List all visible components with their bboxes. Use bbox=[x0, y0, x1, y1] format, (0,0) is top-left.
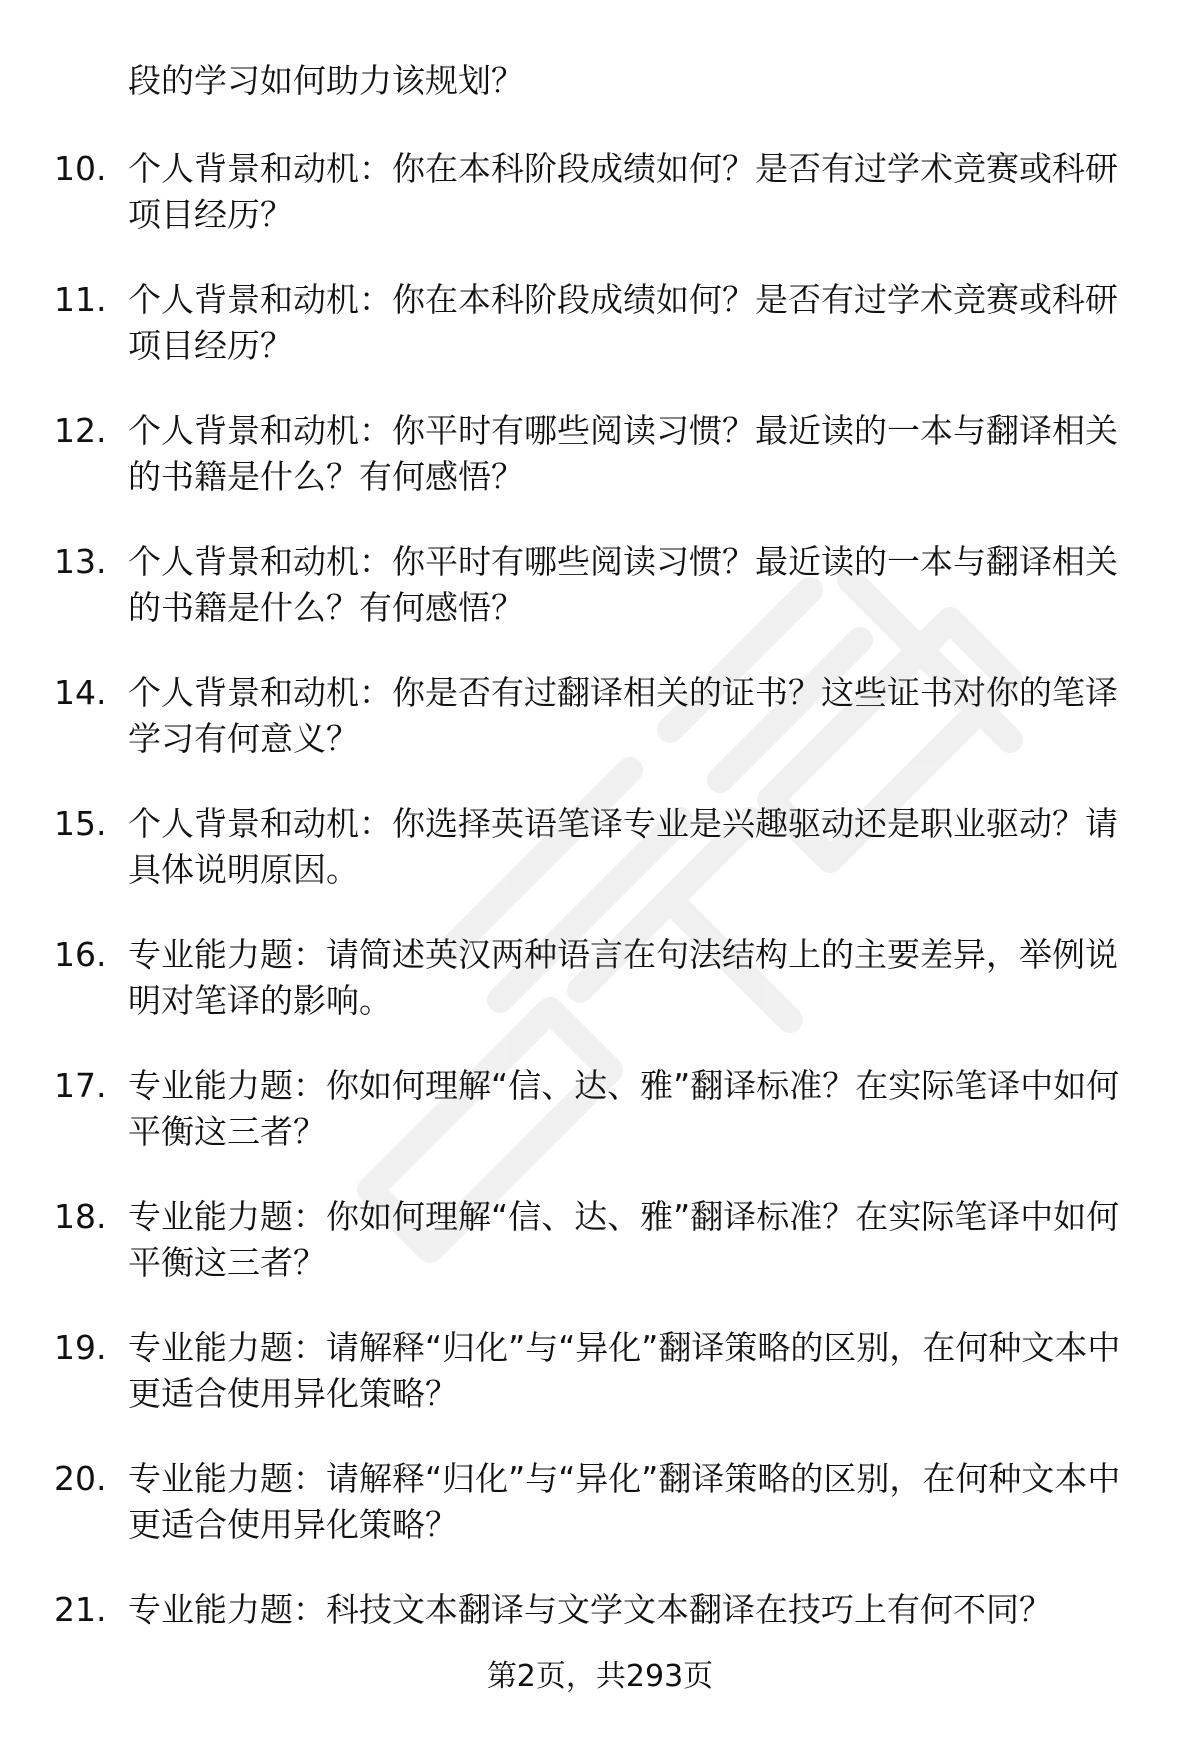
question-list bbox=[0, 146, 1200, 1718]
question-text: 专业能力题：你如何理解“信、达、雅”翻译标准？在实际笔译中如何平衡这三者？ bbox=[128, 1066, 1120, 1151]
question-item bbox=[0, 670, 1200, 801]
question-text: 专业能力题：科技文本翻译与文学文本翻译在技巧上有何不同？ bbox=[128, 1590, 1052, 1629]
question-number: 17. bbox=[54, 1066, 107, 1105]
question-text: 个人背景和动机：你在本科阶段成绩如何？是否有过学术竞赛或科研项目经历？ bbox=[128, 280, 1118, 365]
question-number: 15. bbox=[54, 804, 107, 843]
question-item bbox=[0, 146, 1200, 277]
question-text: 专业能力题：你如何理解“信、达、雅”翻译标准？在实际笔译中如何平衡这三者？ bbox=[128, 1197, 1120, 1282]
question-text: 个人背景和动机：你平时有哪些阅读习惯？最近读的一本与翻译相关的书籍是什么？有何感悟？ bbox=[128, 542, 1118, 627]
question-number: 19. bbox=[54, 1328, 107, 1367]
question-number: 14. bbox=[54, 673, 107, 712]
continuation-text: 段的学习如何助力该规划？ bbox=[128, 61, 524, 100]
question-number: 10. bbox=[54, 149, 107, 188]
question-item bbox=[0, 277, 1200, 408]
question-number: 20. bbox=[54, 1459, 107, 1498]
question-number: 11. bbox=[54, 280, 107, 319]
question-item bbox=[0, 1325, 1200, 1456]
question-number: 18. bbox=[54, 1197, 107, 1236]
question-number: 16. bbox=[54, 935, 107, 974]
question-text: 专业能力题：请解释“归化”与“异化”翻译策略的区别，在何种文本中更适合使用异化策略？ bbox=[128, 1328, 1121, 1413]
question-item bbox=[0, 1063, 1200, 1194]
question-item bbox=[0, 1456, 1200, 1587]
question-text: 专业能力题：请简述英汉两种语言在句法结构上的主要差异，举例说明对笔译的影响。 bbox=[128, 935, 1118, 1020]
question-text: 个人背景和动机：你选择英语笔译专业是兴趣驱动还是职业驱动？请具体说明原因。 bbox=[128, 804, 1118, 889]
question-number: 21. bbox=[54, 1590, 107, 1629]
question-item bbox=[0, 1194, 1200, 1325]
question-text: 个人背景和动机：你在本科阶段成绩如何？是否有过学术竞赛或科研项目经历？ bbox=[128, 149, 1118, 234]
question-item bbox=[0, 932, 1200, 1063]
question-item bbox=[0, 1587, 1200, 1718]
question-text: 个人背景和动机：你平时有哪些阅读习惯？最近读的一本与翻译相关的书籍是什么？有何感悟？ bbox=[128, 411, 1118, 496]
question-item bbox=[0, 539, 1200, 670]
question-text: 个人背景和动机：你是否有过翻译相关的证书？这些证书对你的笔译学习有何意义？ bbox=[128, 673, 1118, 758]
question-number: 12. bbox=[54, 411, 107, 450]
question-item bbox=[0, 801, 1200, 932]
question-text: 专业能力题：请解释“归化”与“异化”翻译策略的区别，在何种文本中更适合使用异化策略？ bbox=[128, 1459, 1121, 1544]
question-number: 13. bbox=[54, 542, 107, 581]
question-item bbox=[0, 408, 1200, 539]
page-footer: 第2页，共293页 bbox=[486, 1659, 714, 1694]
